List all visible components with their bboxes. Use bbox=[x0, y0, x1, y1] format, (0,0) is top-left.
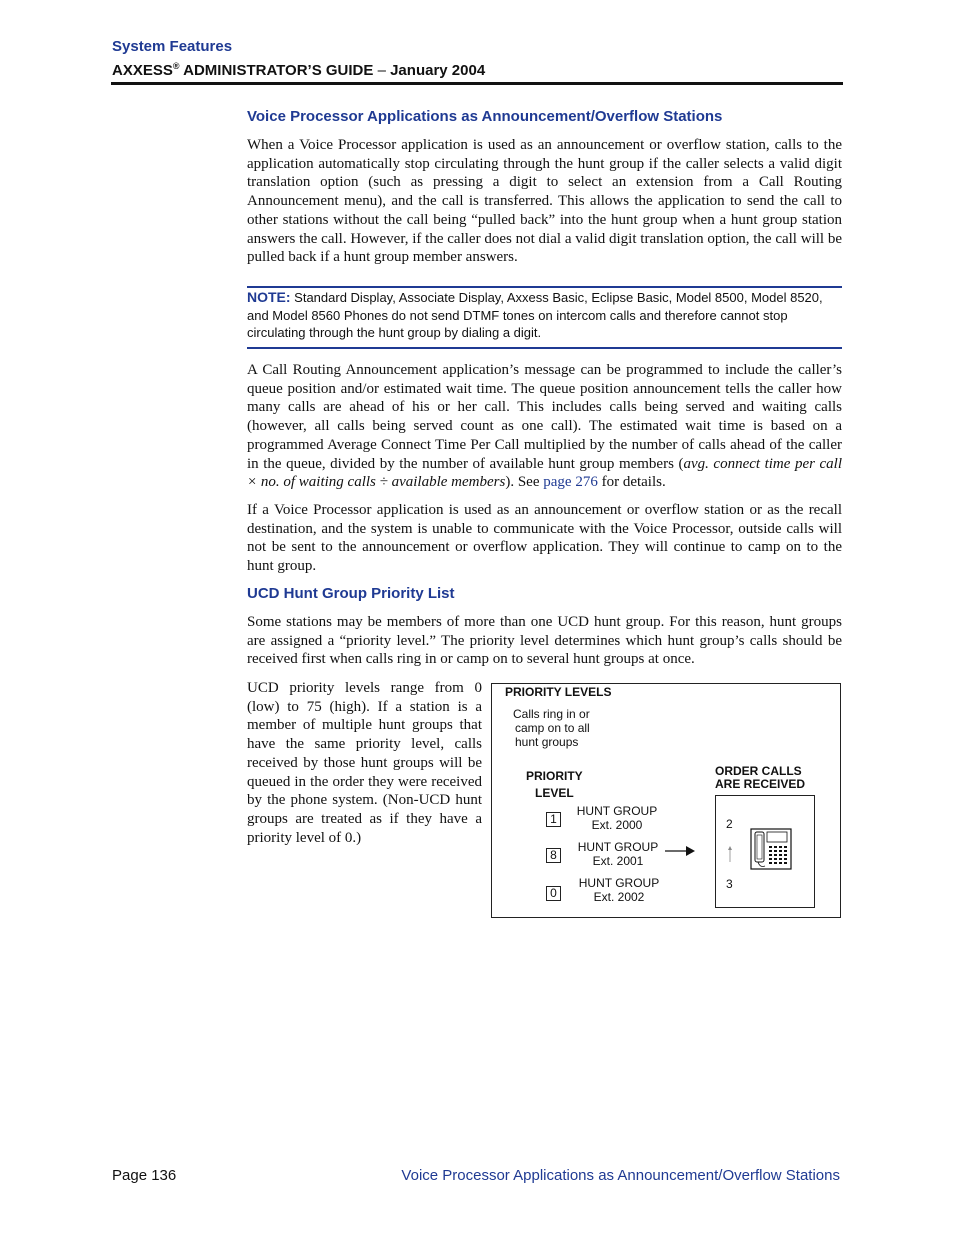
guide-date: January 2004 bbox=[390, 62, 486, 79]
hunt-group-name: HUNT GROUP bbox=[577, 840, 659, 854]
order-label-line2: ARE RECEIVED bbox=[715, 777, 806, 791]
priority-level-box: 8 bbox=[546, 848, 561, 863]
figure-desc-line2: camp on to all bbox=[515, 721, 590, 735]
figure-desc-line3: hunt groups bbox=[515, 735, 579, 749]
running-footer-title: Voice Processor Applications as Announcement/Overflow Stations bbox=[401, 1167, 840, 1184]
call-routing-see: ). See bbox=[505, 474, 544, 491]
priority-level-box: 1 bbox=[546, 812, 561, 827]
running-header-section: System Features bbox=[112, 38, 233, 55]
hunt-group-ext: Ext. 2000 bbox=[591, 818, 643, 832]
guide-brand: AXXESS bbox=[112, 62, 173, 79]
note-label: NOTE: bbox=[247, 289, 291, 305]
hunt-group-label bbox=[572, 804, 662, 832]
desk-phone-icon bbox=[750, 828, 792, 870]
paragraph-voice-processor-intro: When a Voice Processor application is used as an announcement or overflow station, calls to the application automatically stop circulating through the hunt group if the caller selects a valid digit translation option (such as pressing a digit to select an extension from a Call Routing Announcement menu), and the call is transferred. This allows the application to send the call to other stations without the call being “pulled back” into the hunt group when a hunt group station answers the call. However, if the caller does not dial a valid digit translation option, the call will be pulled back if a hunt group member answers. bbox=[247, 137, 842, 266]
arrow-right-icon bbox=[664, 844, 696, 858]
order-number-top: 2 bbox=[726, 817, 733, 831]
order-received-box bbox=[715, 795, 815, 908]
running-header-guide bbox=[112, 61, 485, 79]
order-label-line1: ORDER CALLS bbox=[715, 764, 802, 778]
hunt-group-ext: Ext. 2002 bbox=[593, 890, 645, 904]
paragraph-recall-destination: If a Voice Processor application is used as an announcement or overflow station or as the recall destination, and the system is unable to communicate with the Voice Processor, outside calls will not be sent to the announcement or overflow application. They will continue to camp on to the hunt group. bbox=[247, 502, 842, 575]
arrow-up-icon bbox=[726, 845, 734, 863]
call-routing-end: for details. bbox=[597, 474, 666, 491]
figure-title: PRIORITY LEVELS bbox=[505, 685, 612, 699]
note-rule-bottom bbox=[247, 347, 842, 349]
hunt-group-name: HUNT GROUP bbox=[578, 876, 660, 890]
priority-levels-figure bbox=[491, 683, 841, 918]
paragraph-ucd-levels: UCD priority levels range from 0 (low) to 75 (high). If a station is a member of multiple hunt groups that have the same priority level, calls received by those hunt groups will be queued in the order they were received by the phone system. (Non-UCD hunt groups are treated as if they have a priority level of 0.) bbox=[247, 680, 482, 846]
header-rule bbox=[111, 82, 843, 85]
hunt-group-name: HUNT GROUP bbox=[576, 804, 658, 818]
note-text: Standard Display, Associate Display, Axxess Basic, Eclipse Basic, Model 8500, Model 8520, and Model 8560 Phones do not send DTMF tones on intercom calls and therefore cannot stop circulating through the hunt group by dialing a digit. bbox=[247, 290, 823, 340]
hunt-group-label bbox=[574, 876, 664, 904]
guide-dash: – bbox=[373, 62, 391, 79]
section-heading-voice-processor: Voice Processor Applications as Announcement/Overflow Stations bbox=[247, 108, 723, 125]
priority-level-box: 0 bbox=[546, 886, 561, 901]
section-heading-ucd-priority: UCD Hunt Group Priority List bbox=[247, 585, 455, 602]
page-reference-link[interactable]: page 276 bbox=[543, 474, 598, 491]
figure-desc-line1: Calls ring in or bbox=[513, 707, 590, 721]
paragraph-call-routing bbox=[247, 361, 842, 492]
wait-time-formula: avg. connect time per call × no. of waiting calls ÷ available members bbox=[247, 455, 842, 491]
registered-mark: ® bbox=[172, 61, 180, 71]
priority-label-line2: LEVEL bbox=[535, 786, 574, 800]
priority-level-label bbox=[526, 768, 583, 802]
hunt-group-ext: Ext. 2001 bbox=[592, 854, 644, 868]
note-rule-top bbox=[247, 286, 842, 288]
order-calls-label bbox=[715, 765, 805, 791]
guide-title: ADMINISTRATOR’S GUIDE bbox=[179, 62, 374, 79]
page-number: Page 136 bbox=[112, 1167, 177, 1184]
order-number-bottom: 3 bbox=[726, 877, 733, 891]
call-routing-text: A Call Routing Announcement application’s message can be programmed to include the caller’s queue position and/or estimated wait time. The queue position announcement tells the caller how many calls are ahead of his or her call. This includes calls being served and waiting calls (however, all calls being served count as one call). The estimated wait time is based on a programmed Average Connect Time Per Call multiplied by the number of calls ahead of the caller in the queue, divided by the number of available hunt group members ( bbox=[247, 362, 842, 472]
paragraph-ucd-intro: Some stations may be members of more than one UCD hunt group. For this reason, hunt groups are assigned a “priority level.” The priority level determines which hunt group’s calls should be received first when calls ring in or camp on to several hunt groups at once. bbox=[247, 614, 842, 668]
priority-label-line1: PRIORITY bbox=[526, 769, 583, 783]
hunt-group-label bbox=[573, 840, 663, 868]
figure-description bbox=[513, 707, 590, 749]
note-block bbox=[247, 289, 842, 342]
